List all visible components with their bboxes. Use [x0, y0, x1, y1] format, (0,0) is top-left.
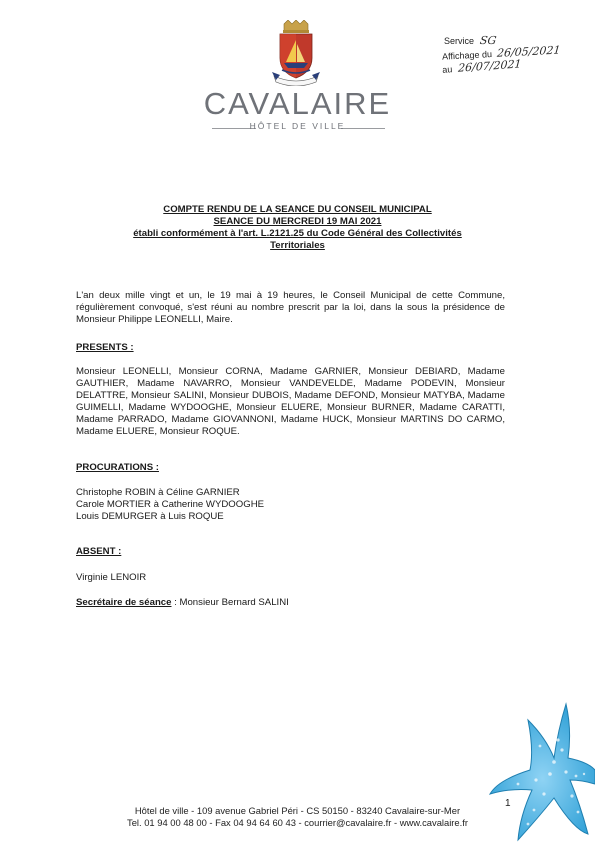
page-number: 1 [505, 798, 511, 809]
stamp-service-value: SG [478, 34, 497, 47]
city-crest-logo [270, 20, 322, 86]
secretary-line [76, 597, 289, 608]
title-line-4: Territoriales [270, 240, 325, 251]
secretary-value: : Monsieur Bernard SALINI [171, 597, 289, 608]
title-line-2: SEANCE DU MERCREDI 19 MAI 2021 [213, 216, 382, 227]
footer-line-2: Tel. 01 94 00 48 00 - Fax 04 94 64 60 43 - courrier@cavalaire.fr - www.cavalaire.fr [127, 817, 468, 828]
footer-line-1: Hôtel de ville - 109 avenue Gabriel Péri - CS 50150 - 83240 Cavalaire-sur-Mer [134, 805, 461, 816]
presents-heading: PRESENTS : [76, 342, 134, 353]
brand-name: CAVALAIRE [203, 86, 392, 121]
absent-text: Virginie LENOIR [76, 572, 147, 583]
intro-paragraph: L'an deux mille vingt et un, le 19 mai à 19 heures, le Conseil Municipal de cette Commune, régulièrement convoqué, s'est réuni au nombre prescrit par la loi, dans la sous la présidence de Monsieur Philippe LEONELLI, Maire. [76, 290, 505, 325]
title-line-3: établi conformément à l'art. L.2121.25 du Code Général des Collectivités [133, 228, 462, 239]
procurations-heading: PROCURATIONS : [76, 462, 159, 473]
stamp-service-label: Service [444, 36, 475, 46]
document-title [60, 204, 535, 252]
procuration-item: Louis DEMURGER à Luis ROQUE [76, 511, 224, 522]
posting-stamp [441, 34, 582, 75]
footer-address [0, 805, 595, 829]
stamp-affichage-label: Affichage du [441, 49, 493, 62]
stamp-au-value: 26/07/2021 [457, 57, 522, 75]
procurations-list [76, 487, 505, 523]
procuration-item: Christophe ROBIN à Céline GARNIER [76, 487, 240, 498]
title-line-1: COMPTE RENDU DE LA SEANCE DU CONSEIL MUNICIPAL [163, 204, 432, 215]
stamp-au-label: au [441, 64, 453, 75]
procuration-item: Carole MORTIER à Catherine WYDOOGHE [76, 499, 265, 510]
secretary-label: Secrétaire de séance [76, 597, 172, 608]
absent-heading: ABSENT : [76, 546, 122, 557]
presents-list: Monsieur LEONELLI, Monsieur CORNA, Madame GARNIER, Monsieur DEBIARD, Madame GAUTHIER, Madame NAVARRO, Monsieur VANDEVELDE, Madame PODEVIN, Monsieur DELATTRE, Monsieur SALINI, Monsieur DUBOIS, Madame DEFOND, Monsieur MATYBA, Madame GUIMELLI, Madame WYDOOGHE, Monsieur ELUERE, Monsieur BURNER, Madame CARATTI, Madame PARRADO, Madame GIOVANNONI, Madame HUCK, Monsieur MARTINS DO CARMO, Madame ELUERE, Monsieur ROQUE. [76, 366, 505, 437]
stamp-affichage-value: 26/05/2021 [496, 43, 562, 60]
brand-subtitle: HÔTEL DE VILLE [249, 121, 346, 131]
